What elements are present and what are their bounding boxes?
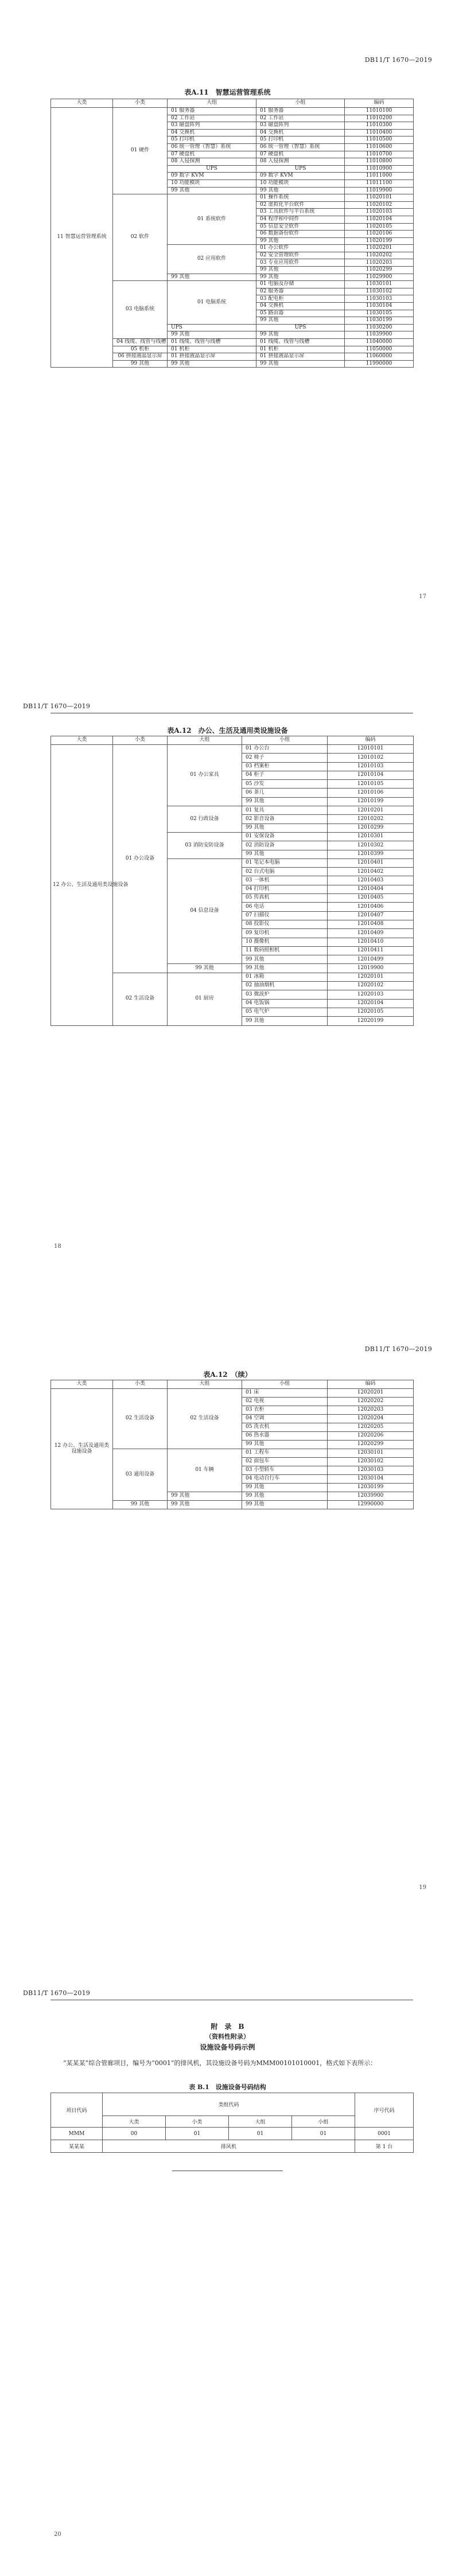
code-cell: 12020206 <box>328 1432 414 1441</box>
minor-cell: 03 衣柜 <box>242 1406 328 1415</box>
minor-cell: 99 其他 <box>256 274 345 281</box>
group-cell: 08 入侵探测 <box>168 158 256 166</box>
code-cell: 12020202 <box>328 1398 414 1406</box>
minor-cell: 01 拼接液晶显示屏 <box>256 353 345 361</box>
code-cell: 11011000 <box>345 173 414 180</box>
cell: 01 <box>229 2128 292 2140</box>
minor-cell: 02 安全管理软件 <box>256 252 345 259</box>
minor-cell: 99 其他 <box>256 187 345 194</box>
code-cell: 12990000 <box>328 1501 414 1509</box>
code-cell: 12010404 <box>328 885 414 893</box>
system-code-table <box>50 99 414 368</box>
code-cell: 11010600 <box>345 143 414 151</box>
col-header: 大类 <box>51 99 113 108</box>
code-cell: 11020104 <box>345 216 414 223</box>
group-cell: 99 其他 <box>168 274 256 281</box>
table-title: 表A.11 智慧运营管理系统 <box>184 88 271 96</box>
col-header: 编码 <box>345 99 414 108</box>
page-header: DB11/T 1670—2019 <box>23 1989 91 1997</box>
col-header: 小类 <box>166 2116 229 2128</box>
minor-cell: 99 其他 <box>242 1017 328 1025</box>
group-cell: 99 其他 <box>168 360 256 368</box>
minor-cell: 99 其他 <box>242 850 328 858</box>
table-title: 表A.12 （续） <box>203 1371 252 1379</box>
sub-class-cell: 99 其他 <box>113 360 168 368</box>
code-cell: 11010800 <box>345 158 414 166</box>
class-code-header: 类组代码 <box>103 2093 355 2116</box>
minor-cell: 02 影音设备 <box>242 815 328 823</box>
group-cell: 99 其他 <box>168 331 256 339</box>
col-header: 大组 <box>229 2116 292 2128</box>
appendix-title: 设施设备号码示例 <box>200 2043 255 2051</box>
code-cell: 12020104 <box>328 999 414 1008</box>
minor-cell: 01 电脑及存储 <box>256 281 345 288</box>
page-19 <box>0 1288 455 1932</box>
col-header: 大组 <box>168 99 256 108</box>
code-cell: 12020203 <box>328 1406 414 1415</box>
minor-cell: 05 洗衣机 <box>242 1423 328 1432</box>
table-header-row <box>51 99 414 108</box>
minor-cell: 02 椅子 <box>242 754 328 762</box>
minor-cell: 02 台式电脑 <box>242 868 328 876</box>
code-cell: 11039900 <box>345 331 414 339</box>
group-cell: 99 其他 <box>168 187 256 194</box>
code-cell: 12010409 <box>328 929 414 938</box>
minor-cell: 99 其他 <box>256 317 345 325</box>
col-header: 小类 <box>113 99 168 108</box>
minor-cell: 01 床 <box>242 1389 328 1398</box>
page-17 <box>0 0 455 644</box>
minor-cell: 02 抽油烟机 <box>242 982 328 990</box>
minor-cell: 01 操作系统 <box>256 194 345 202</box>
code-cell: 12010410 <box>328 938 414 946</box>
minor-cell: 10 功能模块 <box>256 179 345 187</box>
minor-cell: 04 电饭锅 <box>242 999 328 1008</box>
col-header: 大类 <box>51 736 113 745</box>
col-header: 小组 <box>242 736 328 745</box>
minor-cell: 06 茶几 <box>242 789 328 797</box>
minor-cell: 99 其他 <box>242 823 328 832</box>
project-code-header: 项目代码 <box>51 2093 103 2128</box>
code-cell: 12010302 <box>328 841 414 850</box>
group-cell: UPS <box>168 324 256 331</box>
minor-cell: UPS <box>256 324 345 331</box>
code-cell: 11020199 <box>345 237 414 245</box>
code-cell: 12020101 <box>328 973 414 981</box>
minor-cell: 05 打印机 <box>256 136 345 144</box>
minor-cell: 02 服务器 <box>256 288 345 295</box>
minor-cell: 03 小型轿车 <box>242 1466 328 1475</box>
minor-cell: 99 其他 <box>242 1484 328 1492</box>
code-cell: 11020101 <box>345 194 414 202</box>
code-cell: 11020203 <box>345 259 414 267</box>
minor-cell: 05 信息安全软件 <box>256 223 345 231</box>
group-cell: 04 信息设备 <box>168 858 242 964</box>
code-cell: 12020201 <box>328 1389 414 1398</box>
minor-cell: 99 其他 <box>242 1441 328 1449</box>
code-cell: 11040000 <box>345 339 414 346</box>
col-header: 大组 <box>168 1380 242 1389</box>
group-cell: 02 工作站 <box>168 115 256 122</box>
table-row <box>51 108 414 115</box>
group-cell: 01 拼接液晶显示屏 <box>168 353 256 361</box>
minor-cell: 03 磁盘阵列 <box>256 122 345 130</box>
col-header: 大类 <box>51 1380 113 1389</box>
code-cell: 11030104 <box>345 303 414 310</box>
code-cell: 12010402 <box>328 868 414 876</box>
code-cell: 11030101 <box>345 281 414 288</box>
code-cell: 12010106 <box>328 789 414 797</box>
col-header: 大组 <box>168 736 242 745</box>
appendix-note: （资料性附录） <box>205 2033 250 2040</box>
sub-class-cell: 03 通用设备 <box>113 1449 168 1501</box>
code-cell: 12010104 <box>328 771 414 779</box>
col-header: 小组 <box>242 1380 328 1389</box>
serial-code-header: 序号代码 <box>355 2093 414 2128</box>
code-cell: 11030103 <box>345 295 414 303</box>
sub-class-cell: 01 硬件 <box>113 108 168 194</box>
minor-cell: 99 其他 <box>256 237 345 245</box>
code-cell: 12030103 <box>328 1466 414 1475</box>
minor-cell: 02 虚拟化平台软件 <box>256 201 345 209</box>
code-cell: 12010105 <box>328 780 414 789</box>
group-cell: 01 办公家具 <box>168 745 242 806</box>
minor-cell: 01 复具 <box>242 806 328 815</box>
office-equipment-table <box>50 736 414 1026</box>
minor-cell: 08 入侵探测 <box>256 158 345 166</box>
code-cell: 11010400 <box>345 129 414 136</box>
sub-class-cell: 04 线缆、线管与线槽 <box>113 339 168 346</box>
code-cell: 12030102 <box>328 1458 414 1466</box>
minor-cell: 01 机柜 <box>256 346 345 353</box>
group-cell: 99 其他 <box>168 964 242 973</box>
minor-cell: 04 交换机 <box>256 303 345 310</box>
minor-cell: 99 其他 <box>242 1501 328 1509</box>
group-cell: 01 电脑系统 <box>168 281 256 325</box>
code-cell: 12020103 <box>328 990 414 999</box>
minor-cell: 02 面包车 <box>242 1458 328 1466</box>
code-cell: 12010299 <box>328 823 414 832</box>
code-cell: 12020204 <box>328 1415 414 1423</box>
group-cell: 09 数字 KVM <box>168 173 256 180</box>
code-cell: 11030200 <box>345 324 414 331</box>
code-cell: 12010401 <box>328 858 414 867</box>
code-cell: 11020299 <box>345 267 414 274</box>
code-cell: 11030199 <box>345 317 414 325</box>
code-cell: 12010102 <box>328 754 414 762</box>
code-cell: 12010407 <box>328 911 414 920</box>
cell: 00 <box>103 2128 166 2140</box>
code-cell: 12020102 <box>328 982 414 990</box>
minor-cell: 10 摄像机 <box>242 938 328 946</box>
code-cell: 12010411 <box>328 946 414 955</box>
table-title: 表A.12 办公、生活及通用类设施设备 <box>167 727 288 735</box>
example-paragraph: “某某某”综合管廊项目，编号为“0001”的排风机，其设施设备号码为MMM00101010001，格式如下表所示： <box>63 2059 377 2067</box>
minor-cell: 99 其他 <box>242 1492 328 1501</box>
sub-class-cell: 03 电脑系统 <box>113 281 168 339</box>
sub-class-cell: 02 软件 <box>113 194 168 281</box>
group-cell: 10 功能模块 <box>168 179 256 187</box>
minor-cell: 04 电动自行车 <box>242 1475 328 1484</box>
code-cell: 11010900 <box>345 165 414 173</box>
minor-cell: 06 热水器 <box>242 1432 328 1441</box>
major-class-cell: 12 办公、生活及通用类设施设备 <box>51 745 113 1026</box>
code-cell: 11010500 <box>345 136 414 144</box>
sub-class-cell: 02 生活设备 <box>113 1389 168 1449</box>
group-cell: 02 应用软件 <box>168 245 256 274</box>
table-header-row <box>51 1380 414 1389</box>
page-number: 18 <box>54 1243 61 1250</box>
col-header: 小类 <box>113 736 168 745</box>
minor-cell: 01 工程车 <box>242 1449 328 1458</box>
code-cell: 12010408 <box>328 920 414 928</box>
sub-class-cell: 02 生活设备 <box>113 973 168 1025</box>
minor-cell: 03 工具软件与平台系统 <box>256 209 345 216</box>
major-class-cell: 11 智慧运营管理系统 <box>51 108 113 368</box>
group-cell: 03 消防安防设备 <box>168 832 242 858</box>
group-cell: 99 其他 <box>168 1501 242 1509</box>
minor-cell: 03 专业应用软件 <box>256 259 345 267</box>
code-cell: 11010700 <box>345 151 414 158</box>
page-number: 20 <box>54 2531 61 2538</box>
code-cell: 12020205 <box>328 1423 414 1432</box>
minor-cell: 02 电视 <box>242 1398 328 1406</box>
code-cell: 12010403 <box>328 876 414 885</box>
col-header: 编码 <box>328 1380 414 1389</box>
minor-cell: 03 配电柜 <box>256 295 345 303</box>
table-header-row <box>51 736 414 745</box>
table-row <box>51 2140 414 2153</box>
sub-class-cell: 99 其他 <box>113 1501 168 1509</box>
minor-cell: 03 档案柜 <box>242 762 328 771</box>
sub-class-cell: 06 拼接液晶显示屏 <box>113 353 168 361</box>
col-header: 小类 <box>113 1380 168 1389</box>
code-structure-table <box>50 2093 414 2153</box>
code-cell: 11019900 <box>345 187 414 194</box>
code-cell: 11020202 <box>345 252 414 259</box>
page-18 <box>0 644 455 1288</box>
minor-cell: UPS <box>256 165 345 173</box>
minor-cell: 02 消防设备 <box>242 841 328 850</box>
cell: 某某某 <box>51 2140 103 2153</box>
minor-cell: 01 办公软件 <box>256 245 345 252</box>
minor-cell: 99 其他 <box>256 267 345 274</box>
page-header: DB11/T 1670—2019 <box>364 1345 432 1353</box>
code-cell: 11050000 <box>345 346 414 353</box>
code-cell: 11990000 <box>345 360 414 368</box>
minor-cell: 05 路由器 <box>256 310 345 317</box>
group-cell: 03 磁盘阵列 <box>168 122 256 130</box>
code-cell: 11011100 <box>345 179 414 187</box>
page-header: DB11/T 1670—2019 <box>23 702 91 710</box>
group-cell: 02 生活设备 <box>168 1389 242 1449</box>
col-header: 小组 <box>256 99 345 108</box>
code-cell: 11029900 <box>345 274 414 281</box>
group-cell: 01 服务器 <box>168 108 256 115</box>
group-cell: 01 线缆、线管与线槽 <box>168 339 256 346</box>
minor-cell: 04 交换机 <box>256 129 345 136</box>
minor-cell: 99 其他 <box>256 331 345 339</box>
cell: 01 <box>292 2128 355 2140</box>
col-header: 小组 <box>292 2116 355 2128</box>
code-cell: 12010202 <box>328 815 414 823</box>
minor-cell: 07 扫描仪 <box>242 911 328 920</box>
code-cell: 11030102 <box>345 288 414 295</box>
minor-cell: 99 其他 <box>256 360 345 368</box>
table-title: 表 B.1 设施设备号码结构 <box>189 2083 266 2091</box>
col-header: 大类 <box>103 2116 166 2128</box>
minor-cell: 01 线缆、线管与线槽 <box>256 339 345 346</box>
minor-cell: 06 统一管理（智慧）系统 <box>256 143 345 151</box>
office-equipment-table-continued <box>50 1380 414 1509</box>
cell: 第 1 台 <box>355 2140 414 2153</box>
table-row <box>51 1389 414 1398</box>
code-cell: 12030199 <box>328 1484 414 1492</box>
code-cell: 11020201 <box>345 245 414 252</box>
group-cell: UPS <box>168 165 256 173</box>
sub-class-cell: 01 办公设备 <box>113 745 168 973</box>
code-cell: 12010103 <box>328 762 414 771</box>
code-cell: 12010199 <box>328 797 414 806</box>
minor-cell: 01 办公台 <box>242 745 328 754</box>
page-header: DB11/T 1670—2019 <box>364 56 432 64</box>
code-cell: 12010406 <box>328 903 414 911</box>
table-header-row <box>51 2093 414 2116</box>
minor-cell: 99 其他 <box>242 955 328 964</box>
code-cell: 11010200 <box>345 115 414 122</box>
code-cell: 12030104 <box>328 1475 414 1484</box>
group-cell: 01 车辆 <box>168 1449 242 1492</box>
group-cell: 05 打印机 <box>168 136 256 144</box>
major-class-cell: 12 办公、生活及通用类设施设备 <box>51 1389 113 1509</box>
minor-cell: 04 空调 <box>242 1415 328 1423</box>
minor-cell: 09 复印机 <box>242 929 328 938</box>
cell: 01 <box>166 2128 229 2140</box>
code-cell: 12020299 <box>328 1441 414 1449</box>
group-cell: 06 统一管理（智慧）系统 <box>168 143 256 151</box>
code-cell: 11010300 <box>345 122 414 130</box>
code-cell: 11020103 <box>345 209 414 216</box>
code-cell: 12010201 <box>328 806 414 815</box>
minor-cell: 05 传真机 <box>242 894 328 903</box>
minor-cell: 08 投影仪 <box>242 920 328 928</box>
page-number: 19 <box>419 1884 426 1891</box>
minor-cell: 09 数字 KVM <box>256 173 345 180</box>
minor-cell: 03 微波炉 <box>242 990 328 999</box>
sub-class-cell: 05 机柜 <box>113 346 168 353</box>
group-cell: 01 机柜 <box>168 346 256 353</box>
code-cell: 12030101 <box>328 1449 414 1458</box>
group-cell: 02 行政设备 <box>168 806 242 833</box>
minor-cell: 04 程序和中间件 <box>256 216 345 223</box>
minor-cell: 07 硬盘机 <box>256 151 345 158</box>
minor-cell: 01 服务器 <box>256 108 345 115</box>
group-cell: 01 厨房 <box>168 973 242 1025</box>
minor-cell: 04 打印机 <box>242 885 328 893</box>
minor-cell: 06 电话 <box>242 903 328 911</box>
code-cell: 12010405 <box>328 894 414 903</box>
code-cell: 12010499 <box>328 955 414 964</box>
minor-cell: 11 数码照相机 <box>242 946 328 955</box>
minor-cell: 01 冰箱 <box>242 973 328 981</box>
minor-cell: 01 安保设备 <box>242 832 328 841</box>
minor-cell: 02 工作站 <box>256 115 345 122</box>
code-cell: 12010399 <box>328 850 414 858</box>
code-cell: 11020102 <box>345 201 414 209</box>
minor-cell: 99 其他 <box>242 964 328 973</box>
code-cell: 12039900 <box>328 1492 414 1501</box>
code-cell: 11020106 <box>345 231 414 238</box>
code-cell: 12010101 <box>328 745 414 754</box>
code-cell: 11020105 <box>345 223 414 231</box>
col-header: 编码 <box>328 736 414 745</box>
minor-cell: 01 笔记本电脑 <box>242 858 328 867</box>
page-number: 17 <box>419 594 426 600</box>
minor-cell: 04 柜子 <box>242 771 328 779</box>
appendix-label: 附 录 B <box>211 2023 244 2031</box>
code-cell: 11030105 <box>345 310 414 317</box>
code-cell: 11010100 <box>345 108 414 115</box>
minor-cell: 06 数据备份软件 <box>256 231 345 238</box>
table-row <box>51 2128 414 2140</box>
code-cell: 12020199 <box>328 1017 414 1025</box>
group-cell: 99 其他 <box>168 1492 242 1501</box>
minor-cell: 05 电气炉 <box>242 1008 328 1016</box>
code-cell: 12020105 <box>328 1008 414 1016</box>
code-cell: 12010301 <box>328 832 414 841</box>
cell: 排风机 <box>103 2140 355 2153</box>
group-cell: 07 硬盘机 <box>168 151 256 158</box>
group-cell: 01 系统软件 <box>168 194 256 245</box>
minor-cell: 03 一体机 <box>242 876 328 885</box>
cell: 0001 <box>355 2128 414 2140</box>
cell: MMM <box>51 2128 103 2140</box>
table-row <box>51 745 414 754</box>
minor-cell: 99 其他 <box>242 797 328 806</box>
page-20 <box>0 1932 455 2576</box>
code-cell: 12019900 <box>328 964 414 973</box>
group-cell: 04 交换机 <box>168 129 256 136</box>
minor-cell: 05 沙发 <box>242 780 328 789</box>
code-cell: 11060000 <box>345 353 414 361</box>
